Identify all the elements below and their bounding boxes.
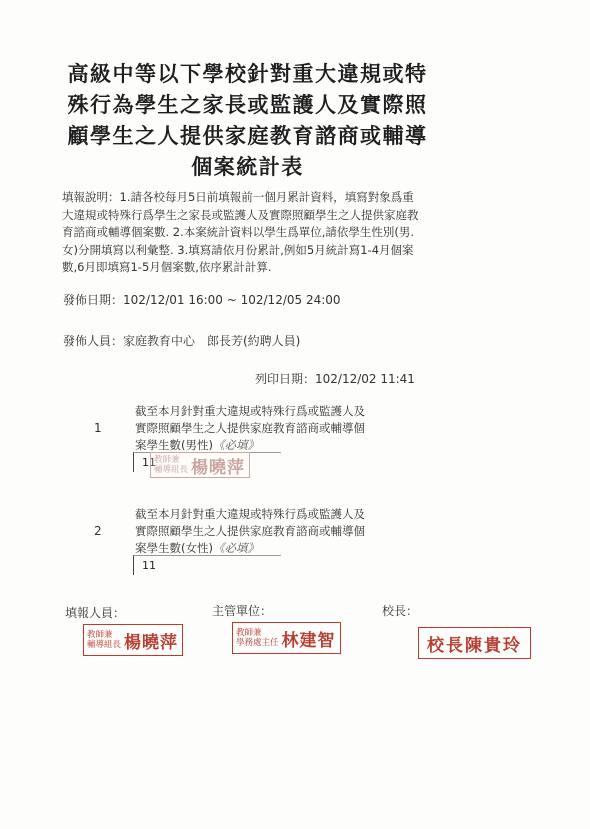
principal-label: 校長： xyxy=(382,604,419,618)
question-label: 截至本月針對重大違規或特殊行爲或監護人及實際照顧學生之人提供家庭教育諮商或輔導個案學生數(男性) xyxy=(135,404,365,452)
question-number: 1 xyxy=(94,421,102,435)
supervisor-stamp xyxy=(232,622,341,654)
document-title: 高級中等以下學校針對重大違規或特殊行為學生之家長或監護人及實際照顧學生之人提供家庭教育諮商或輔導個案統計表 xyxy=(67,61,428,179)
answer-field-female[interactable] xyxy=(133,555,281,575)
question-text xyxy=(135,506,373,557)
principal-stamp-name: 校長陳貴玲 xyxy=(427,635,522,656)
publisher: 發佈人員：家庭教育中心 郎長芳(約聘人員) xyxy=(63,334,301,348)
filling-instructions: 填報說明：1.請各校每月5日前填報前一個月累計資料，填寫對象爲重大違規或特殊行爲學生之家長或監護人及實際照顧學生之人提供家庭教育諮商或輔導個案數. 2.本案統計資料以學生爲單位,請依學生性別(男.女)分開填寫以利彙整. 3.填寫請依月份累計,例如5月統計寫1-4月個案數,6月即填寫1-5月個案數,依序累計計算. xyxy=(62,190,419,274)
filler-stamp-title: 教師兼 輔導組長 xyxy=(87,630,122,650)
print-date: 列印日期：102/12/02 11:41 xyxy=(255,372,415,386)
principal-stamp xyxy=(418,627,531,659)
filler-label: 填報人員： xyxy=(65,606,126,620)
supervisor-stamp-name: 林建智 xyxy=(281,630,336,651)
faint-stamp-title: 教師兼 輔導組長 xyxy=(154,455,189,475)
filler-stamp xyxy=(83,624,183,656)
answer-value: 11 xyxy=(142,559,156,572)
question-label: 截至本月針對重大違規或特殊行爲或監護人及實際照顧學生之人提供家庭教育諮商或輔導個案學生數(女性) xyxy=(135,507,365,555)
issue-period: 發佈日期：102/12/01 16:00 ~ 102/12/05 24:00 xyxy=(63,293,341,307)
answer-value: 11 xyxy=(142,456,156,469)
faint-stamp-name: 楊曉萍 xyxy=(191,457,246,478)
question-text xyxy=(135,403,373,454)
question-number: 2 xyxy=(94,524,102,538)
faint-stamp xyxy=(150,452,250,478)
required-mark: 《必填》 xyxy=(212,438,259,452)
filler-stamp-name: 楊曉萍 xyxy=(124,632,179,653)
supervisor-label: 主管單位： xyxy=(212,604,273,618)
supervisor-stamp-title: 教師兼 學務處主任 xyxy=(236,628,279,648)
required-mark: 《必填》 xyxy=(212,541,259,555)
